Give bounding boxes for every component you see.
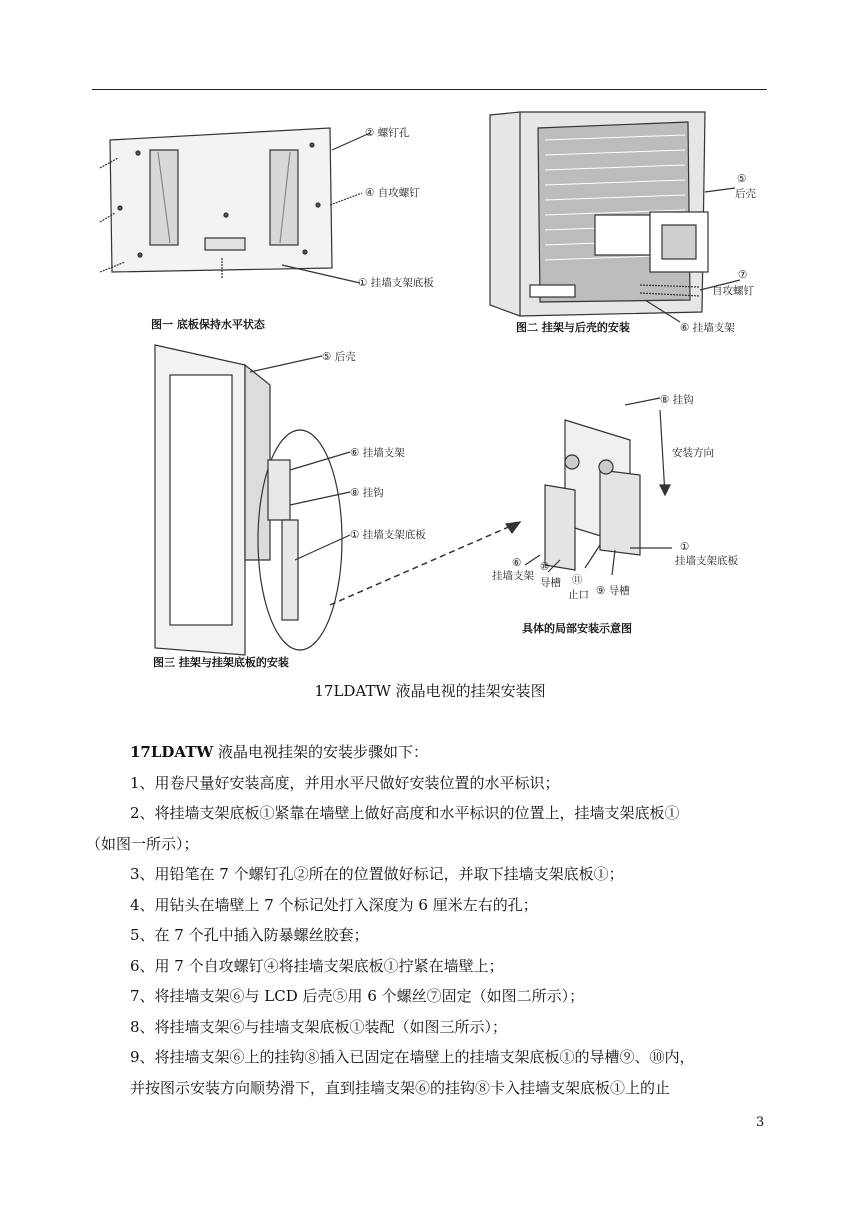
page-number: 3 — [756, 1115, 765, 1130]
detail-label-groove-10: 导槽 — [540, 577, 561, 589]
fig3-label-hook: ⑧ 挂钩 — [350, 487, 384, 499]
fig2-label-tapping-screw: 自攻螺钉 — [712, 285, 754, 297]
step-line: 6、用 7 个自攻螺钉④将挂墙支架底板①拧紧在墙壁上； — [130, 956, 504, 975]
figure-caption: 17LDATW 液晶电视的挂架安装图 — [314, 682, 546, 700]
detail-label-num-6: ⑥ — [512, 557, 522, 569]
figure-3-drawing — [155, 345, 520, 655]
detail-drawing — [525, 398, 672, 575]
step-line: 5、在 7 个孔中插入防暴螺丝胶套； — [130, 926, 369, 944]
detail-label-num-11: ⑪ — [572, 574, 583, 586]
fig2-label-back-cover: 后壳 — [735, 188, 756, 200]
fig3-title: 图三 挂架与挂架底板的安装 — [153, 656, 289, 669]
fig3-label-bracket: ⑥ 挂墙支架 — [350, 447, 405, 459]
fig1-title: 图一 底板保持水平状态 — [151, 318, 265, 331]
step-line: 8、将挂墙支架⑥与挂墙支架底板①装配（如图三所示）； — [130, 1017, 508, 1036]
fig1-label-tapping-screw: ④ 自攻螺钉 — [365, 187, 420, 199]
body-text — [86, 737, 782, 1103]
detail-label-stop: 止口 — [568, 589, 589, 601]
step-line: 3、用铅笔在 7 个螺钉孔②所在的位置做好标记，并取下挂墙支架底板①； — [130, 865, 624, 883]
detail-label-groove-9: ⑨ 导槽 — [596, 585, 630, 597]
detail-label-direction: 安装方向 — [672, 447, 714, 459]
fig1-label-screw-hole: ② 螺钉孔 — [365, 127, 410, 139]
fig3-label-base-plate: ① 挂墙支架底板 — [350, 529, 426, 541]
step-line: 9、将挂墙支架⑥上的挂钩⑧插入已固定在墙壁上的挂墙支架底板①的导槽⑨、⑩内， — [130, 1048, 695, 1066]
fig2-label-bracket: ⑥ 挂墙支架 — [680, 322, 735, 334]
step-line: 并按图示安装方向顺势滑下，直到挂墙支架⑥的挂钩⑧卡入挂墙支架底板①上的止 — [130, 1078, 671, 1097]
detail-label-hook: ⑧ 挂钩 — [660, 394, 694, 406]
detail-label-base-plate: 挂墙支架底板 — [675, 555, 738, 567]
step-line: 1、用卷尺量好安装高度，并用水平尺做好安装位置的水平标识； — [130, 773, 560, 792]
intro-model: 17LDATW — [130, 743, 214, 761]
intro-line — [110, 737, 782, 768]
fig3-label-back-cover: ⑤ 后壳 — [322, 351, 356, 363]
detail-label-num-10: ⑩ — [540, 561, 550, 573]
figure-1-drawing — [100, 128, 370, 283]
fig1-label-base-plate: ① 挂墙支架底板 — [358, 277, 434, 289]
step-line: 7、将挂墙支架⑥与 LCD 后壳⑤用 6 个螺丝⑦固定（如图二所示）； — [130, 987, 585, 1005]
detail-label-num-1: ① — [680, 541, 690, 553]
step-line: 4、用钻头在墙壁上 7 个标记处打入深度为 6 厘米左右的孔； — [130, 895, 538, 914]
detail-label-bracket: 挂墙支架 — [492, 570, 534, 582]
fig2-title: 图二 挂架与后壳的安装 — [516, 321, 630, 334]
fig2-label-num-7: ⑦ — [738, 269, 748, 281]
step-line: （如图一所示）； — [86, 834, 199, 853]
figure-2-drawing — [490, 112, 740, 322]
intro-text: 液晶电视挂架的安装步骤如下： — [213, 743, 429, 761]
fig2-label-num-5: ⑤ — [737, 173, 747, 185]
step-line: 2、将挂墙支架底板①紧靠在墙壁上做好高度和水平标识的位置上，挂墙支架底板① — [130, 804, 680, 822]
detail-title: 具体的局部安装示意图 — [522, 622, 632, 635]
